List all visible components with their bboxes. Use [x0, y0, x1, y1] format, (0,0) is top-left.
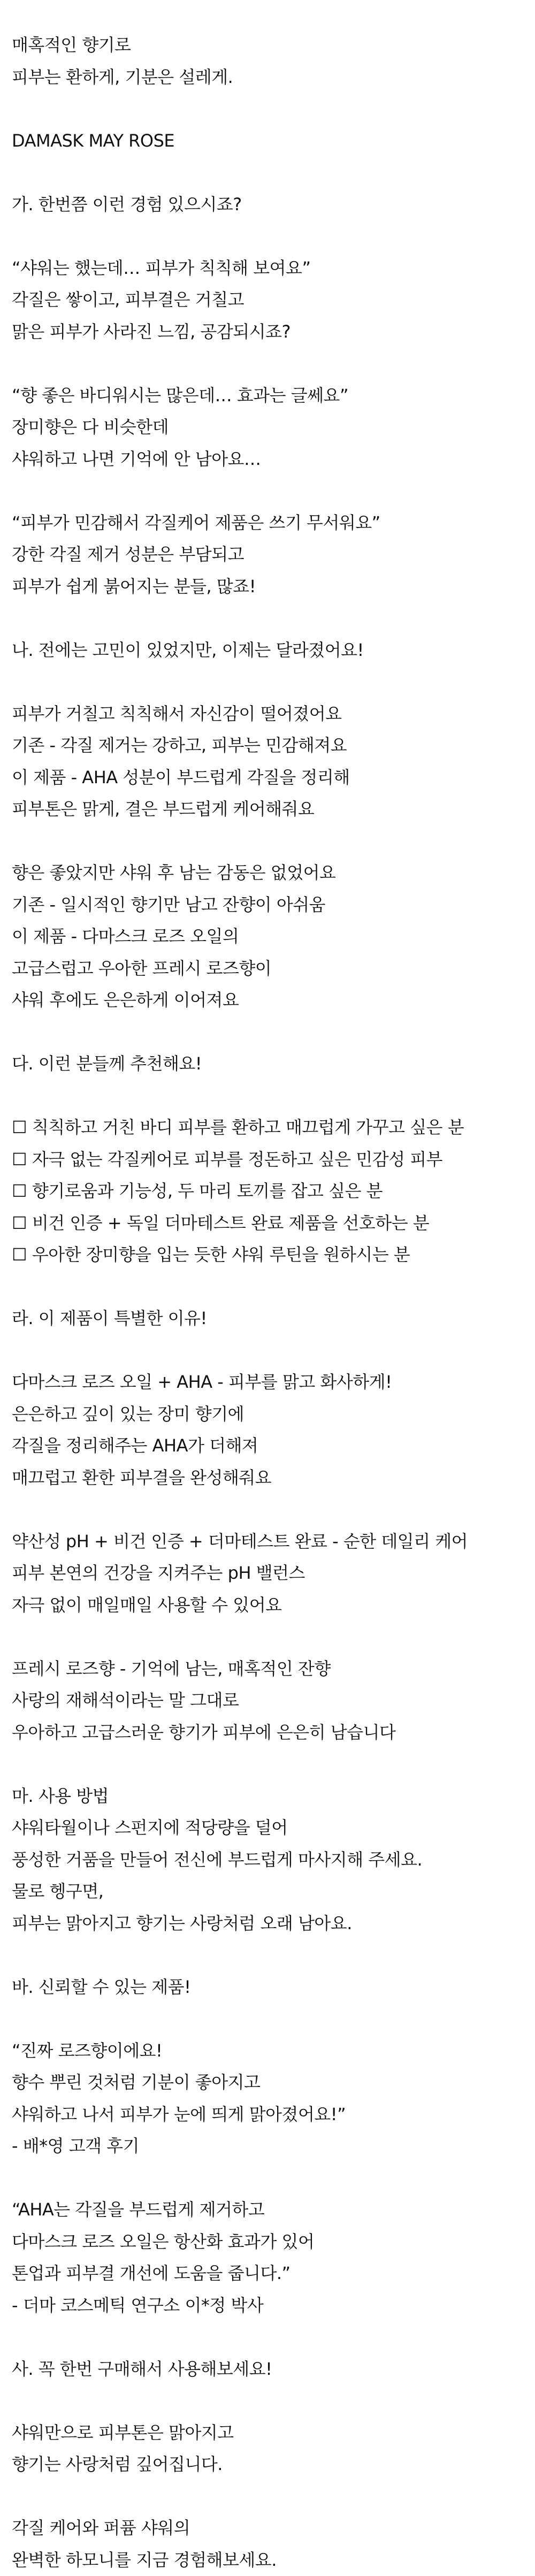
paragraph-line: 다마스크 로즈 오일 + AHA - 피부를 맑고 화사하게!	[12, 1366, 535, 1398]
quote-line: “피부가 민감해서 각질케어 제품은 쓰기 무서워요”	[12, 507, 535, 539]
spacer	[12, 825, 535, 858]
spacer	[12, 2162, 535, 2195]
spacer	[12, 1939, 535, 1971]
spacer	[12, 475, 535, 507]
paragraph-line: 피부는 맑아지고 향기는 사랑처럼 오래 남아요.	[12, 1908, 535, 1940]
paragraph-line: 기존 - 각질 제거는 강하고, 피부는 민감해져요	[12, 730, 535, 762]
quote-line: 강한 각질 제거 성분은 부담되고	[12, 539, 535, 571]
paragraph-line: 이 제품 - 다마스크 로즈 오일의	[12, 921, 535, 953]
paragraph-line: 향은 좋았지만 샤워 후 남는 감동은 없었어요	[12, 857, 535, 889]
section-sa-paragraph-1	[12, 2417, 535, 2481]
recommendation-checklist	[12, 1112, 535, 1271]
intro-line: 매혹적인 향기로	[12, 29, 535, 62]
intro-line: 피부는 환하게, 기분은 설레게.	[12, 62, 535, 94]
section-na-paragraph-1	[12, 698, 535, 825]
expert-review	[12, 2194, 535, 2321]
section-ga-quote-2	[12, 380, 535, 476]
paragraph-line: 물로 헹구면,	[12, 1876, 535, 1908]
paragraph-line: 각질 케어와 퍼퓸 샤워의	[12, 2512, 535, 2544]
checklist-item: ☐ 칙칙하고 거친 바디 피부를 환하고 매끄럽게 가꾸고 싶은 분	[12, 1112, 535, 1144]
review-line: 다마스크 로즈 오일은 항산화 효과가 있어	[12, 2226, 535, 2258]
section-da-heading: 다. 이런 분들께 추천해요!	[12, 1048, 535, 1080]
customer-review	[12, 2035, 535, 2162]
spacer	[12, 348, 535, 380]
paragraph-line: 프레시 로즈향 - 기억에 남는, 매혹적인 잔향	[12, 1653, 535, 1685]
checklist-item: ☐ 우아한 장미향을 입는 듯한 샤워 루틴을 원하시는 분	[12, 1239, 535, 1271]
paragraph-line: 각질을 정리해주는 AHA가 더해져	[12, 1430, 535, 1462]
paragraph-line: 자극 없이 매일매일 사용할 수 있어요	[12, 1589, 535, 1622]
paragraph-line: 샤워만으로 피부톤은 맑아지고	[12, 2417, 535, 2449]
paragraph-line: 사랑의 재해석이라는 말 그대로	[12, 1685, 535, 1717]
review-line: “AHA는 각질을 부드럽게 제거하고	[12, 2194, 535, 2226]
quote-line: “샤워는 했는데… 피부가 칙칙해 보여요”	[12, 253, 535, 285]
spacer	[12, 2481, 535, 2513]
checklist-item: ☐ 향기로움과 기능성, 두 마리 토끼를 잡고 싶은 분	[12, 1175, 535, 1207]
quote-line: “향 좋은 바디워시는 많은데… 효과는 글쎄요”	[12, 380, 535, 412]
paragraph-line: 이 제품 - AHA 성분이 부드럽게 각질을 정리해	[12, 762, 535, 794]
section-ra-paragraph-3	[12, 1653, 535, 1749]
section-ba-heading: 바. 신뢰할 수 있는 제품!	[12, 1971, 535, 2004]
spacer	[12, 602, 535, 635]
section-ra-paragraph-1	[12, 1366, 535, 1494]
quote-line: 피부가 쉽게 붉어지는 분들, 많죠!	[12, 571, 535, 603]
checklist-item: ☐ 자극 없는 각질케어로 피부를 정돈하고 싶은 민감성 피부	[12, 1144, 535, 1176]
paragraph-line: 샤워 후에도 은은하게 이어져요	[12, 984, 535, 1016]
spacer	[12, 2003, 535, 2035]
quote-line: 맑은 피부가 사라진 느낌, 공감되시죠?	[12, 316, 535, 348]
intro-paragraph	[12, 29, 535, 93]
section-ga-quote-3	[12, 507, 535, 603]
paragraph-line: 피부 본연의 건강을 지켜주는 pH 밸런스	[12, 1557, 535, 1589]
paragraph-line: 약산성 pH + 비건 인증 + 더마테스트 완료 - 순한 데일리 케어	[12, 1526, 535, 1558]
quote-line: 장미향은 다 비슷한데	[12, 411, 535, 444]
section-ga-quote-1	[12, 253, 535, 348]
spacer	[12, 1080, 535, 1112]
spacer	[12, 157, 535, 189]
review-author: - 배*영 고객 후기	[12, 2130, 535, 2162]
section-ma-usage	[12, 1780, 535, 1940]
spacer	[12, 1016, 535, 1049]
paragraph-line: 샤워타월이나 스펀지에 적당량을 덜어	[12, 1812, 535, 1844]
review-line: 샤워하고 나서 피부가 눈에 띄게 맑아졌어요!”	[12, 2099, 535, 2131]
section-sa-heading: 사. 꼭 한번 구매해서 사용해보세요!	[12, 2353, 535, 2386]
section-na-paragraph-2	[12, 857, 535, 1016]
spacer	[12, 1271, 535, 1303]
checklist-item: ☐ 비건 인증 + 독일 더마테스트 완료 제품을 선호하는 분	[12, 1207, 535, 1240]
spacer	[12, 1748, 535, 1780]
spacer	[12, 93, 535, 125]
spacer	[12, 2385, 535, 2417]
review-line: 톤업과 피부결 개선에 도움을 줍니다.”	[12, 2258, 535, 2290]
section-ga-heading: 가. 한번쯤 이런 경험 있으시죠?	[12, 189, 535, 221]
paragraph-line: 은은하고 깊이 있는 장미 향기에	[12, 1398, 535, 1431]
spacer	[12, 2321, 535, 2353]
brand-name: DAMASK MAY ROSE	[12, 125, 535, 157]
paragraph-line: 피부톤은 맑게, 결은 부드럽게 케어해줘요	[12, 793, 535, 825]
quote-line: 각질은 쌓이고, 피부결은 거칠고	[12, 284, 535, 316]
section-ma-heading: 마. 사용 방법	[12, 1780, 535, 1813]
paragraph-line: 향기는 사랑처럼 깊어집니다.	[12, 2449, 535, 2481]
quote-line: 샤워하고 나면 기억에 안 남아요…	[12, 444, 535, 476]
section-sa-paragraph-2	[12, 2512, 535, 2576]
section-na-heading: 나. 전에는 고민이 있었지만, 이제는 달라졌어요!	[12, 635, 535, 667]
paragraph-line: 완벽한 하모니를 지금 경험해보세요.	[12, 2544, 535, 2576]
paragraph-line: 고급스럽고 우아한 프레시 로즈향이	[12, 953, 535, 985]
review-line: “진짜 로즈향이에요!	[12, 2035, 535, 2067]
spacer	[12, 1335, 535, 1367]
spacer	[12, 1621, 535, 1653]
spacer	[12, 220, 535, 253]
review-author: - 더마 코스메틱 연구소 이*정 박사	[12, 2290, 535, 2322]
paragraph-line: 풍성한 거품을 만들어 전신에 부드럽게 마사지해 주세요.	[12, 1844, 535, 1876]
review-line: 향수 뿌린 것처럼 기분이 좋아지고	[12, 2067, 535, 2099]
spacer	[12, 666, 535, 698]
paragraph-line: 매끄럽고 환한 피부결을 완성해줘요	[12, 1462, 535, 1494]
section-ra-paragraph-2	[12, 1526, 535, 1622]
paragraph-line: 피부가 거칠고 칙칙해서 자신감이 떨어졌어요	[12, 698, 535, 730]
section-ra-heading: 라. 이 제품이 특별한 이유!	[12, 1303, 535, 1335]
paragraph-line: 기존 - 일시적인 향기만 남고 잔향이 아쉬움	[12, 889, 535, 921]
paragraph-line: 우아하고 고급스러운 향기가 피부에 은은히 남습니다	[12, 1717, 535, 1749]
spacer	[12, 1494, 535, 1526]
